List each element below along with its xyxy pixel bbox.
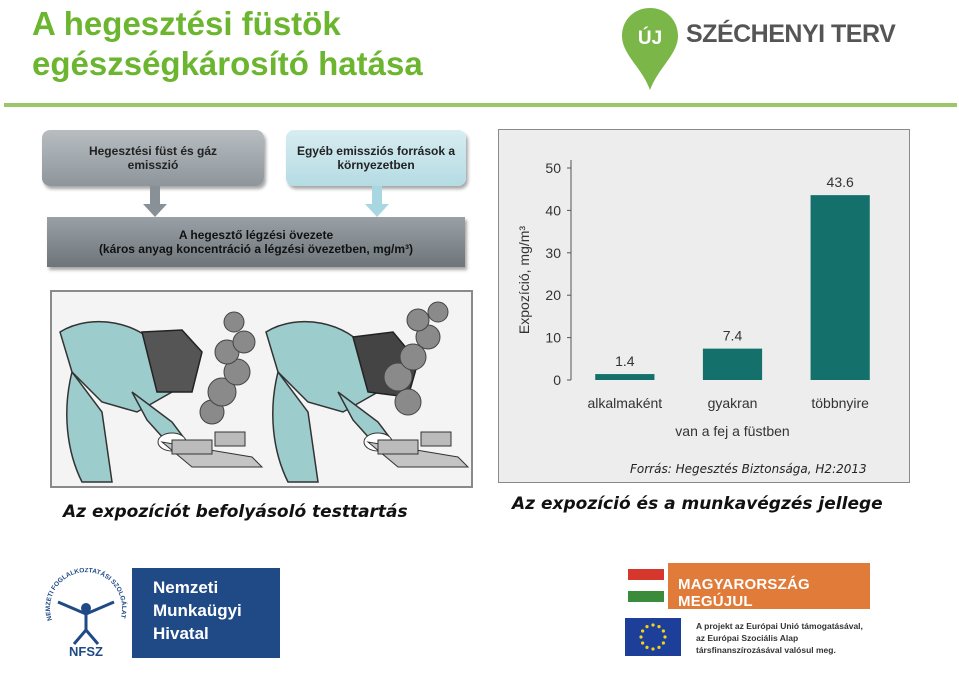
breathing-zone-title: A hegesztő légzési övezete (178, 228, 334, 242)
bar-value-label: 7.4 (722, 327, 743, 344)
location-pin-icon (620, 6, 680, 98)
source-note: Forrás: Hegesztés Biztonsága, H2:2013 (630, 462, 867, 476)
breathing-zone-subtitle: (káros anyag koncentráció a légzési övezetben, mg/m³) (98, 242, 414, 256)
welder-illustrations (50, 290, 473, 488)
logo-text: SZÉCHENYI TERV (686, 20, 896, 48)
banner-text: MAGYARORSZÁG MEGÚJUL (678, 576, 810, 610)
y-tick-label: 50 (545, 160, 561, 176)
bar-value-label: 1.4 (615, 353, 635, 370)
y-tick-label: 0 (553, 372, 561, 388)
arrow-down-icon (140, 186, 170, 218)
eu-star (657, 625, 660, 628)
eu-support-text (696, 620, 896, 656)
szechenyi-terv-logo (620, 6, 920, 98)
exposure-chart (498, 129, 910, 483)
nmh-line: Munkaügyi (153, 601, 242, 620)
emission-label: Hegesztési füst és gáz emisszió (88, 144, 218, 172)
breathing-zone-box (47, 217, 465, 267)
x-tick-label: gyakran (707, 395, 758, 411)
nfsz-ring-text: NEMZETI FOGLALKOZTATÁSI SZOLGÁLAT (44, 568, 128, 622)
eu-flag-icon (625, 618, 681, 656)
nmh-line: Hivatal (153, 624, 209, 643)
x-axis-label: van a fej a füstben (675, 423, 790, 439)
exposure-bar-chart (499, 130, 909, 482)
nfsz-emblem (38, 568, 134, 658)
eu-star (639, 635, 642, 638)
eu-text-line: A projekt az Európai Unió támogatásával, (696, 621, 863, 631)
y-axis-label: Expozíció, mg/m³ (516, 225, 532, 335)
logo-mark: ÚJ (637, 28, 663, 49)
bar-value-label: 43.6 (826, 174, 854, 191)
other-sources-box (286, 130, 466, 186)
slide-title: A hegesztési füstök egészségkárosító hatása (32, 5, 423, 82)
eu-text-line: az Európai Szociális Alap (696, 633, 799, 643)
hungarian-flag-icon (624, 563, 668, 609)
eu-star (641, 641, 644, 644)
nfsz-abbr: NFSZ (69, 644, 103, 658)
y-tick-label: 20 (545, 287, 561, 304)
other-sources-label: Egyéb emissziós források a környezetben (296, 144, 456, 172)
eu-star (662, 641, 665, 644)
y-tick-label: 10 (545, 329, 561, 346)
emission-box (42, 130, 264, 186)
posture-caption: Az expozíciót befolyásoló testtartás (63, 502, 408, 522)
x-tick-label: többnyire (811, 395, 869, 411)
eu-star (651, 623, 654, 626)
nmh-line: Nemzeti (153, 578, 219, 597)
eu-star (663, 635, 666, 638)
eu-star (645, 625, 648, 628)
eu-text-line: társfinanszírozásával valósul meg. (696, 645, 836, 655)
welder-posture-image (52, 292, 471, 486)
x-tick-label: alkalmaként (587, 395, 663, 411)
title-divider (4, 103, 957, 107)
y-tick-label: 40 (545, 202, 561, 219)
eu-star (657, 646, 660, 649)
work-nature-caption: Az expozíció és a munkavégzés jellege (512, 494, 883, 514)
eu-star (645, 646, 648, 649)
eu-star (641, 629, 644, 632)
nmh-logo (132, 568, 280, 658)
bar (595, 374, 654, 380)
arrow-down-icon (362, 186, 392, 218)
bar (703, 349, 762, 380)
eu-star (651, 647, 654, 650)
magyarorszag-megujul-banner (624, 563, 870, 609)
y-tick-label: 30 (545, 244, 561, 261)
bar (811, 195, 870, 380)
eu-star (662, 629, 665, 632)
